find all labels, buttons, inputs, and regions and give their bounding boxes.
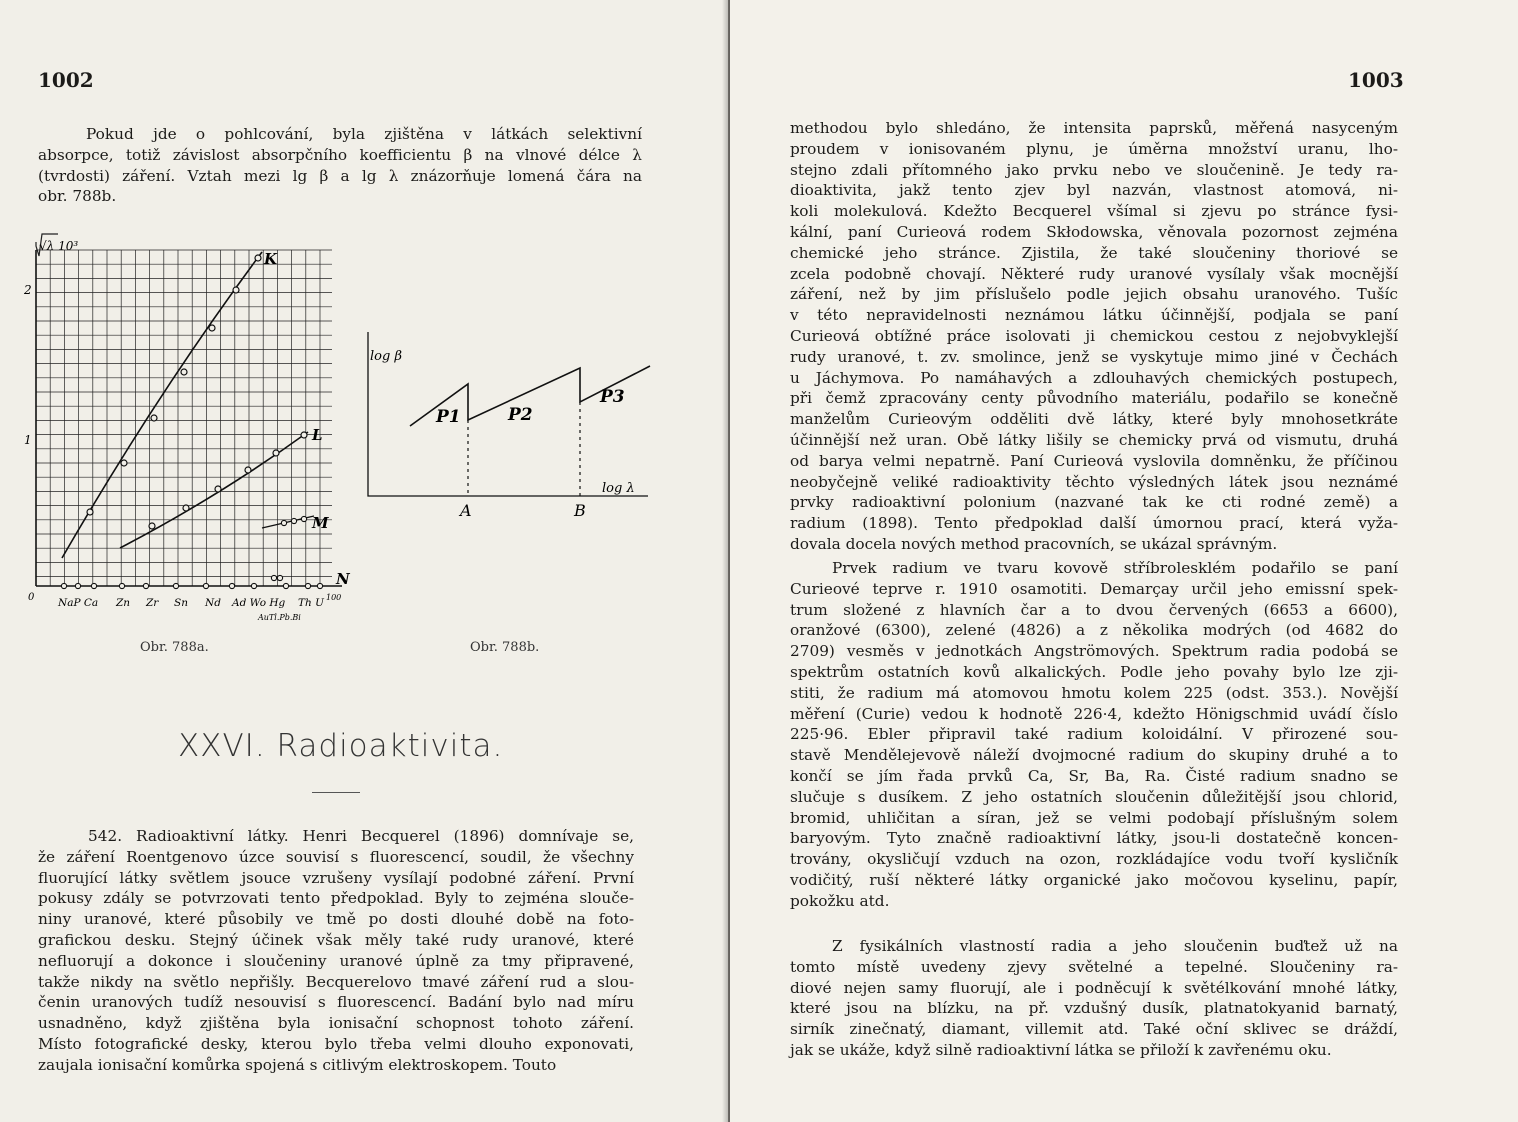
page-number-left: 1002 [38, 68, 94, 92]
figure-788a-grid [36, 250, 342, 586]
text-line: grafickou desku. Stejný účinek však měly také rudy uranové, které [38, 930, 634, 949]
curve-n-point [317, 583, 322, 588]
caption-788a: Obr. 788a. [140, 640, 209, 655]
text-line: čenin uranových tudíž nesouvisí s fluorescencí. Badání bylo nad míru [38, 993, 634, 1012]
caption-788b: Obr. 788b. [470, 640, 540, 655]
y-tick-0: 0 [28, 592, 35, 603]
curve-n-point [61, 583, 66, 588]
curve-n-point [143, 583, 148, 588]
left-page [0, 0, 728, 1122]
text-line: neobyčejně veliké radioaktivity těchto výsledných látek jsou neznámé [790, 472, 1398, 491]
right-paragraph-2 [790, 558, 1398, 912]
label-l: L [312, 426, 323, 444]
text-line: niny uranové, které působily ve tmě po dosti dlouhé době na foto- [38, 910, 634, 929]
curve-n-point [91, 583, 96, 588]
section-542-paragraph [38, 826, 634, 1076]
curve-n-point [305, 583, 310, 588]
figure-788b-y-label: log β [370, 349, 402, 364]
curve-m-point [281, 520, 286, 525]
x-label-right: 100 [326, 593, 342, 602]
figure-788b-x-label: log λ [602, 481, 635, 496]
curve-m-point [301, 516, 306, 521]
text-line: sirník zinečnatý, diamant, villemit atd. Také oční sklivec se dráždí, [790, 1020, 1398, 1039]
curve-k-point [233, 287, 239, 293]
element-label: Nd [205, 597, 221, 609]
text-line: slučuje s dusíkem. Z jeho ostatních sloučenin důležitější jsou chlorid, [790, 787, 1398, 806]
intro-paragraph [38, 124, 642, 207]
text-line: 2709) vesměs v jednotkách Angströmových. Spektrum radia podobá se [790, 642, 1398, 661]
text-line: účinnější než uran. Obě látky lišily se chemicky prvá od vismutu, druhá [790, 430, 1398, 449]
label-m: M [312, 514, 329, 532]
text-line: absorpce, totiž závislost absorpčního koefficientu β na vlnové délce λ [38, 145, 642, 164]
element-label: Sn [174, 597, 188, 609]
text-line: že záření Roentgenovo úzce souvisí s fluorescencí, soudil, že všechny [38, 847, 634, 866]
text-line: manželům Curieovým odděliti dvě látky, které byly mnohosetkráte [790, 410, 1398, 429]
text-line: stavě Mendělejevově náleží dvojmocné radium do skupiny druhé a to [790, 746, 1398, 765]
text-line: bromid, uhličitan a síran, jež se velmi podobají příslušným solem [790, 808, 1398, 827]
element-label: Ad Wo Hg [232, 597, 286, 609]
text-line: 225·96. Ebler připravil také radium koloidální. V přirozené sou- [790, 725, 1398, 744]
label-p3: P3 [600, 387, 625, 407]
label-b: B [574, 501, 586, 520]
text-line: Curieová obtížné práce isolovati ji chemickou cestou z nejobvyklejší [790, 326, 1398, 345]
curve-k-point [255, 255, 261, 261]
element-label: Zn [116, 597, 131, 609]
curve-l-point [149, 523, 155, 529]
text-line: usnadněno, když zjištěna byla ionisační schopnost tohoto záření. [38, 1014, 634, 1033]
element-label: Zr [146, 597, 159, 609]
text-line: zcela podobně chovají. Některé rudy uranové vysílaly však mocnější [790, 264, 1398, 283]
text-line: Z fysikálních vlastností radia a jeho sloučenin buďtež už na [832, 937, 1398, 955]
text-line: 542. Radioaktivní látky. Henri Becquerel (1896) domnívaje se, [88, 827, 634, 845]
text-line: vodičitý, ruší některé látky organické jako močovou kyselinu, papír, [790, 870, 1398, 889]
element-label-sub: AuTl.Pb.Bi [258, 613, 301, 622]
text-line: diové nejen samy fluorují, ale i podněcují k světélkování mnohé látky, [790, 978, 1398, 997]
curve-k-point [87, 509, 93, 515]
figure-788b [352, 330, 652, 520]
text-line: prvky radioaktivní polonium (nazvané tak ke cti rodné země) a [790, 493, 1398, 512]
curve-n-point [203, 583, 208, 588]
text-line: obr. 788b. [38, 187, 117, 206]
text-line: rudy uranové, t. zv. smolince, jenž se vyskytuje mimo jiné v Čechách [790, 347, 1398, 366]
right-paragraph-3 [790, 936, 1398, 1061]
element-label: NaP Ca [58, 597, 99, 609]
curve-l [120, 432, 308, 548]
text-line: při čemž zpracovány centy původního materiálu, podařilo se konečně [790, 389, 1398, 408]
text-line: zaujala ionisační komůrka spojená s citlivým elektroskopem. Touto [38, 1055, 557, 1074]
curve-l-point [215, 486, 221, 492]
text-line: chemické jeho stránce. Zjistila, že také sloučeniny thoriové se [790, 243, 1398, 262]
text-line: tomto místě uvedeny zjevy světelné a tepelné. Sloučeniny ra- [790, 957, 1398, 976]
text-line: pokusy zdály se potvrzovati tento předpoklad. Byly to zejména slouče- [38, 889, 634, 908]
curve-m-point [291, 518, 296, 523]
text-line: Curieové teprve r. 1910 osamotiti. Demarçay určil jeho emissní spek- [790, 579, 1398, 598]
text-line: stiti, že radium má atomovou hmotu kolem 225 (odst. 353.). Novější [790, 683, 1398, 702]
curve-n-point [75, 583, 80, 588]
text-line: které jsou na blízku, na př. vzdušný dusík, platnatokyanid barnatý, [790, 999, 1398, 1018]
y-tick-1: 1 [24, 433, 32, 447]
text-line: v této nepravidelnosti neznámou látku účinnější, podjala se paní [790, 306, 1398, 325]
figure-788a-y-label: √λ 10³ [39, 239, 79, 253]
figure-788a [18, 222, 348, 662]
label-n: N [336, 570, 350, 588]
curve-n-point [119, 583, 124, 588]
right-page [730, 0, 1518, 1122]
label-k: K [264, 250, 278, 268]
right-paragraph-1 [790, 118, 1398, 555]
curve-n-point [173, 583, 178, 588]
curve-l-point [273, 450, 279, 456]
text-line: jak se ukáže, když silně radioaktivní látka se přiloží k zavřenému oku. [790, 1040, 1332, 1059]
text-line: trum složené z hlavních čar a to dvou červených (6653 a 6600), [790, 600, 1398, 619]
text-line: fluorující látky světlem jsouce vzrušeny vysílají podobné záření. První [38, 868, 634, 887]
text-line: dioaktivita, jakž tento zjev byl nazván, vlastnost atomová, ni- [790, 181, 1398, 200]
text-line: methodou bylo shledáno, že intensita paprsků, měřená nasyceným [790, 119, 1398, 137]
curve-n-point [251, 583, 256, 588]
curve-l-point [245, 467, 251, 473]
chapter-rule [312, 792, 360, 793]
text-line: záření, než by jim příslušelo podle jejich obsahu uranového. Tušíc [790, 285, 1398, 304]
text-line: Pokud jde o pohlcování, byla zjištěna v látkách selektivní [86, 125, 642, 143]
element-label: Th U [298, 597, 324, 609]
text-line: radium (1898). Tento předpoklad další úmornou prací, která vyža- [790, 514, 1398, 533]
curve-n-point [271, 575, 276, 580]
curve-n-point [283, 583, 288, 588]
curve-m-points [281, 516, 306, 525]
text-line: spektrům ostatních kovů alkalických. Podle jeho povahy bylo lze zji- [790, 662, 1398, 681]
text-line: pokožku atd. [790, 891, 890, 910]
chapter-title: XXVI. Radioaktivita. [178, 728, 504, 764]
text-line: oranžové (6300), zelené (4826) a z několika modrých (od 4682 do [790, 621, 1398, 640]
text-line: proudem v ionisovaném plynu, je úměrna množství uranu, lho- [790, 139, 1398, 158]
text-line: nefluorují a dokonce i sloučeniny uranové úplně za tmy připravené, [38, 951, 634, 970]
page-number-right: 1003 [1348, 68, 1404, 92]
curve-n-point [277, 575, 282, 580]
curve-k-point [181, 369, 187, 375]
text-line: u Jáchymova. Po namáhavých a zdlouhavých chemických postupech, [790, 368, 1398, 387]
curve-k-point [209, 325, 215, 331]
text-line: končí se jím řada prvků Ca, Sr, Ba, Ra. Čisté radium snadno se [790, 766, 1398, 785]
label-p2: P2 [508, 405, 533, 425]
element-labels [57, 593, 341, 622]
curve-l-points [149, 432, 307, 529]
text-line: dovala docela nových method pracovních, se ukázal správným. [790, 534, 1278, 553]
text-line: stejno zdali přítomného jako prvku nebo ve sloučenině. Je tedy ra- [790, 160, 1398, 179]
y-tick-2: 2 [24, 283, 32, 297]
text-line: kální, paní Curieová rodem Skłodowska, věnovala pozornost zejména [790, 222, 1398, 241]
text-line: baryovým. Tyto značně radioaktivní látky, jsou-li dostatečně koncen- [790, 829, 1398, 848]
text-line: měření (Curie) vedou k hodnotě 226·4, kdežto Hönigschmid uvádí číslo [790, 704, 1398, 723]
text-line: Prvek radium ve tvaru kovově stříbrolesklém podařilo se paní [832, 559, 1398, 577]
curve-k-point [121, 460, 127, 466]
text-line: (tvrdosti) záření. Vztah mezi lg β a lg λ znázorňuje lomená čára na [38, 166, 642, 185]
curve-k-point [151, 415, 157, 421]
curve-l-point [183, 505, 189, 511]
label-a: A [460, 501, 472, 520]
text-line: Místo fotografické desky, kterou bylo třeba velmi dlouho exponovati, [38, 1034, 634, 1053]
text-line: takže nikdy na světlo nepřišly. Becquerelovo tmavé záření rud a slou- [38, 972, 634, 991]
text-line: od barya velmi nepatrně. Paní Curieová vyslovila domněnku, že příčinou [790, 451, 1398, 470]
text-line: koli molekulová. Kdežto Becquerel všímal si zjevu po stránce fysi- [790, 202, 1398, 221]
text-line: trovány, okysličují vzduch na ozon, rozkládajíce vodu tvoří kysličník [790, 850, 1398, 869]
curve-l-point [301, 432, 307, 438]
label-p1: P1 [436, 407, 461, 427]
curve-n-point [229, 583, 234, 588]
